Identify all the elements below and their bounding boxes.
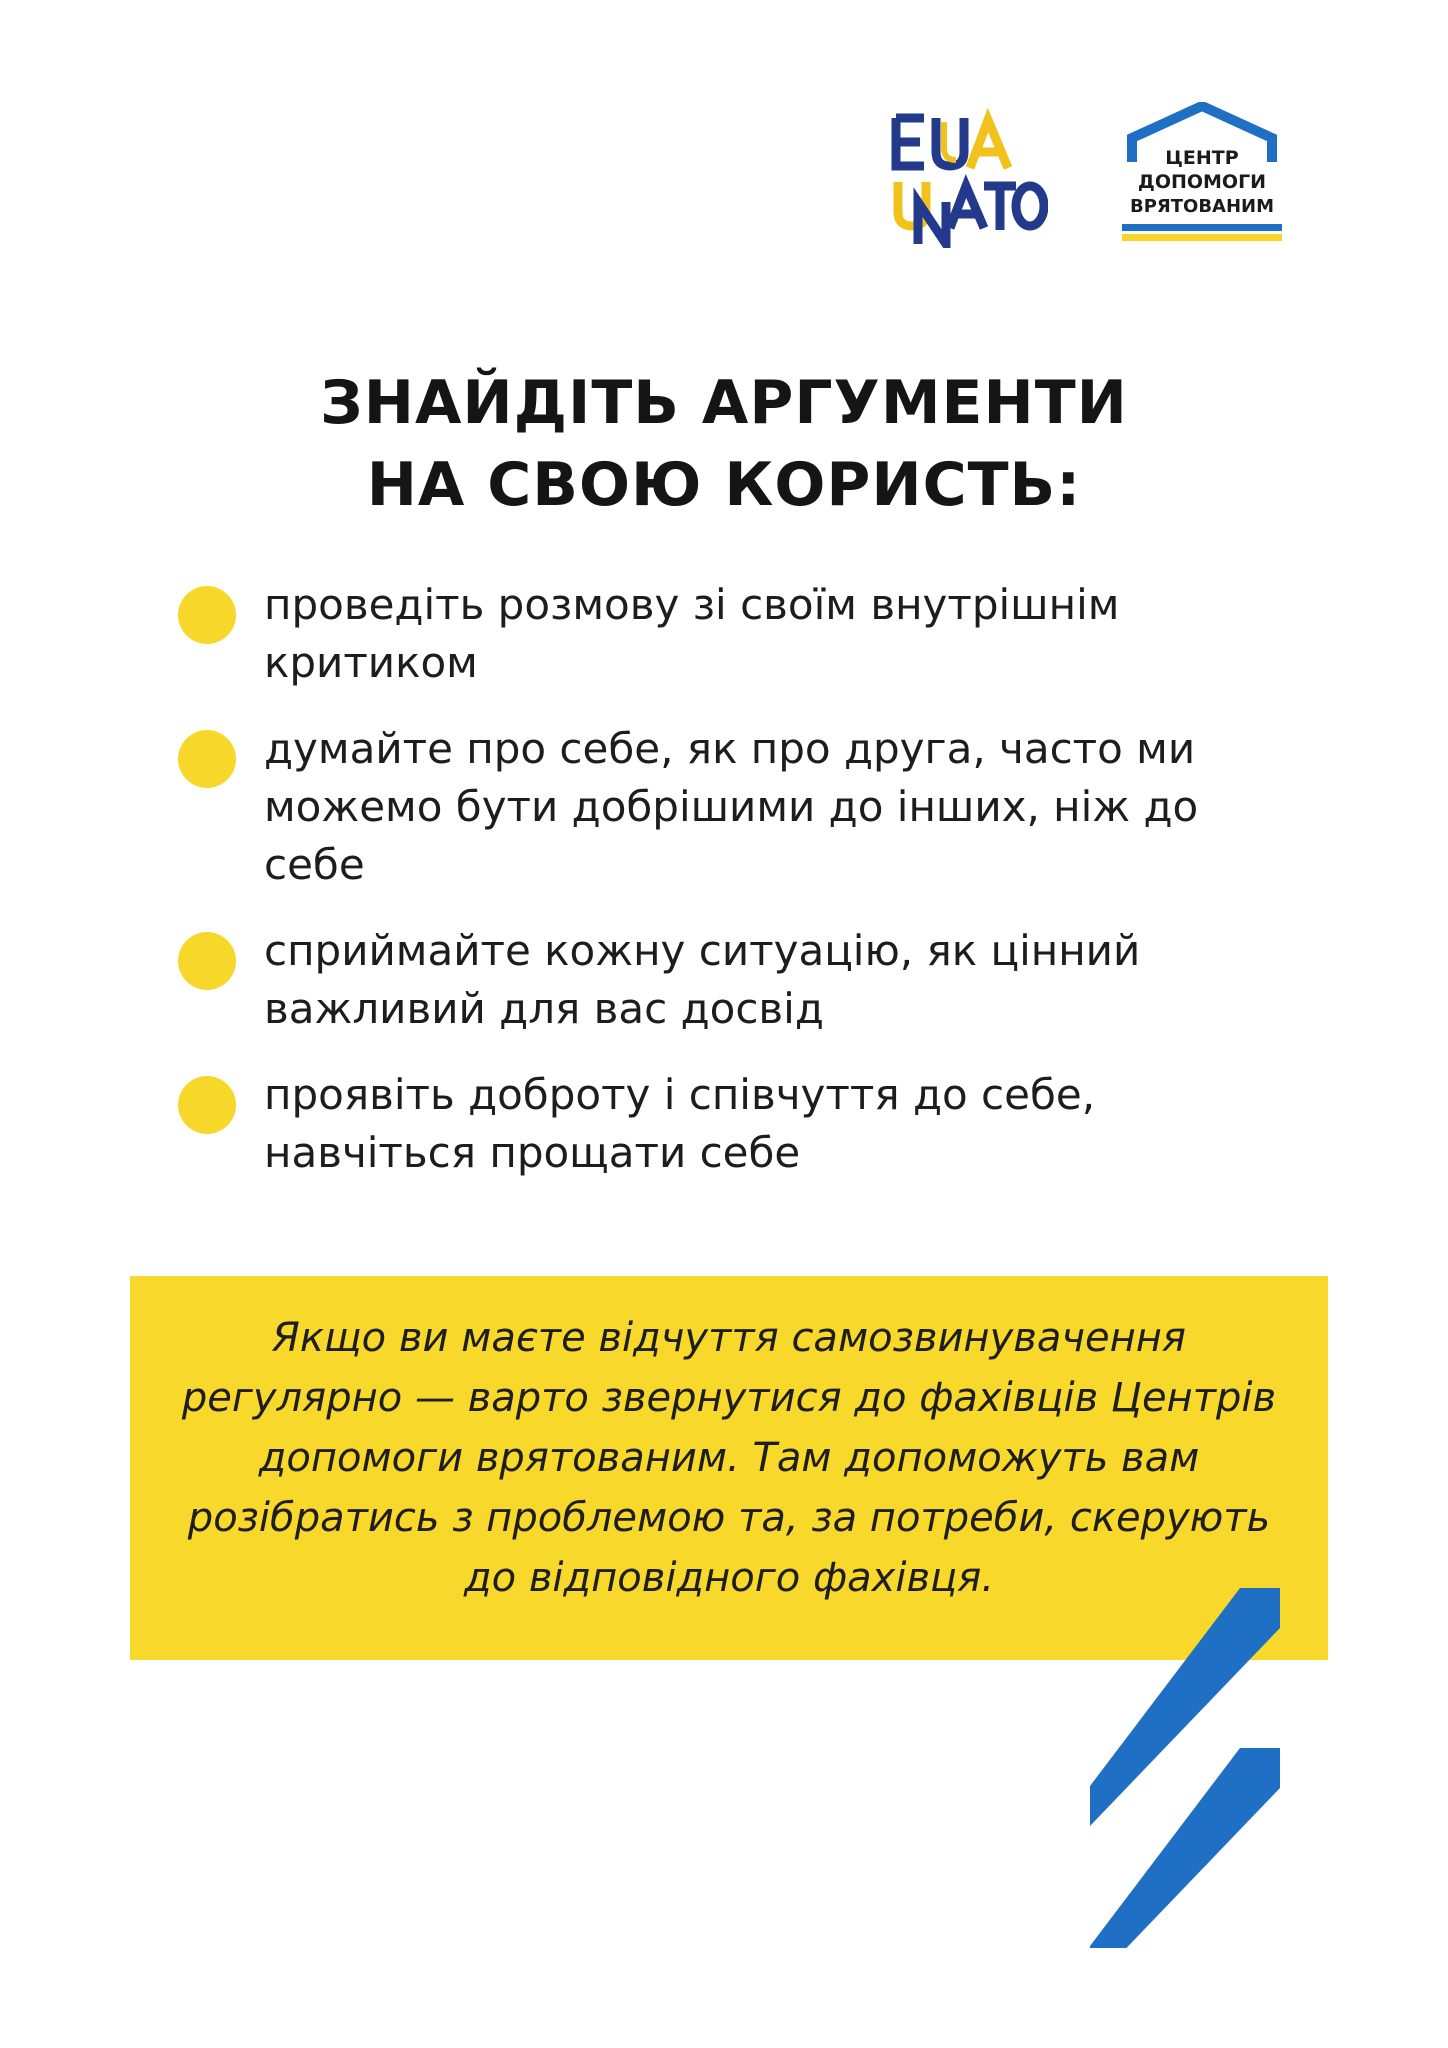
decorative-stripes-icon	[1090, 1588, 1280, 1948]
tips-list	[178, 576, 1278, 1210]
yellow-bullet-icon	[178, 730, 236, 788]
center-logo-line1: ЦЕНТР	[1165, 147, 1239, 169]
page-title	[0, 362, 1448, 526]
center-logo	[1118, 102, 1286, 252]
center-logo-line3: ВРЯТОВАНИМ	[1129, 196, 1275, 217]
eu-nato-logo	[888, 108, 1048, 248]
tip-text: проявіть доброту і співчуття до себе, навчіться прощати себе	[264, 1070, 1096, 1177]
tip-text: думайте про себе, як про друга, часто ми можемо бути добрішими до інших, ніж до себе	[264, 724, 1199, 889]
tip-text: сприймайте кожну ситуацію, як цінний важливий для вас досвід	[264, 926, 1141, 1033]
title-line-1: ЗНАЙДІТЬ АРГУМЕНТИ	[320, 368, 1128, 438]
center-logo-line2: ДОПОМОГИ	[1137, 171, 1267, 193]
title-line-2: НА СВОЮ КОРИСТЬ:	[366, 450, 1082, 520]
yellow-bullet-icon	[178, 586, 236, 644]
yellow-bullet-icon	[178, 932, 236, 990]
list-item	[178, 922, 1278, 1038]
yellow-bullet-icon	[178, 1076, 236, 1134]
notice-text: Якщо ви маєте відчуття самозвинувачення регулярно — варто звернутися до фахівців Центрів допомоги врятованим. Там допоможуть вам розібратись з проблемою та, за потреби, скерують до відповідного фахівця.	[181, 1315, 1277, 1601]
list-item	[178, 1066, 1278, 1182]
tip-text: проведіть розмову зі своїм внутрішнім критиком	[264, 580, 1120, 687]
list-item	[178, 720, 1278, 894]
list-item	[178, 576, 1278, 692]
